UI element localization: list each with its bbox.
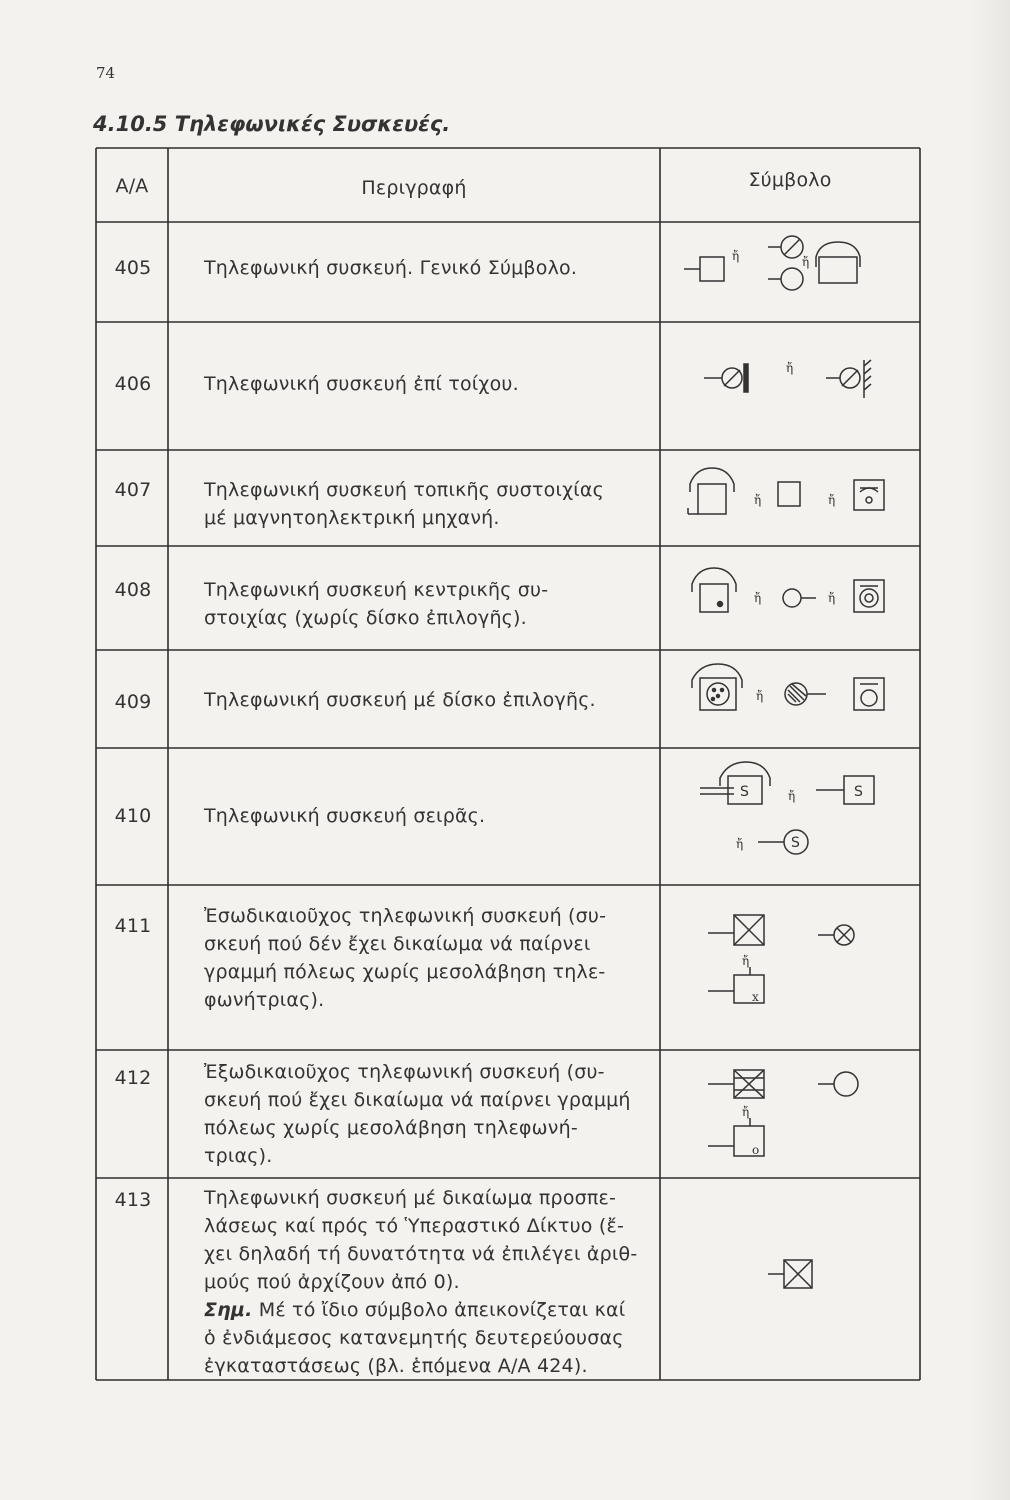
row-number: 413 — [114, 1189, 152, 1211]
svg-text:x: x — [752, 990, 759, 1004]
svg-text:ἤ: ἤ — [742, 1105, 750, 1119]
local-battery-telephone-symbol — [668, 450, 920, 546]
svg-text:S: S — [791, 835, 800, 851]
description-line: Ἐξωδικαιοῦχος τηλεφωνική συσκευή (συ- — [204, 1061, 605, 1083]
svg-text:ἤ: ἤ — [742, 954, 750, 968]
row-description — [204, 1058, 660, 1170]
description-line: λάσεως καί πρός τό Ὑπεραστικό Δίκτυο (ἔ- — [204, 1215, 625, 1237]
svg-text:ἤ: ἤ — [802, 255, 810, 269]
long-distance-telephone-symbol — [668, 1178, 920, 1380]
page-number: 74 — [96, 64, 116, 82]
description-line: ἐγκαταστάσεως (βλ. ἑπόμενα Α/Α 424). — [204, 1355, 588, 1377]
row-description — [204, 802, 660, 830]
row-description — [204, 686, 660, 714]
row-number: 406 — [114, 373, 152, 395]
row-number: 412 — [114, 1067, 152, 1089]
description-note-line — [204, 1296, 660, 1324]
description-line: Τηλεφωνική συσκευή μέ δίσκο ἐπιλογῆς. — [204, 689, 596, 711]
description-line: Ἐσωδικαιοῦχος τηλεφωνική συσκευή (συ- — [204, 905, 607, 927]
page-spine-shadow — [970, 0, 1010, 1500]
series-telephone-symbol — [668, 748, 920, 885]
row-description — [204, 1184, 660, 1380]
row-description — [204, 902, 660, 1014]
row-number: 409 — [114, 691, 152, 713]
symbol-cell-409 — [668, 650, 920, 748]
symbol-cell-407 — [668, 450, 920, 546]
note-label: Σημ. — [204, 1299, 253, 1321]
svg-text:ἤ: ἤ — [786, 361, 794, 375]
symbol-cell-412 — [668, 1050, 920, 1178]
header-num: Α/Α — [115, 175, 149, 197]
or-label: ἤ — [732, 249, 740, 263]
symbol-cell-411 — [668, 885, 920, 1050]
description-line: Τηλεφωνική συσκευή κεντρικῆς συ- — [204, 579, 549, 601]
description-line: Τηλεφωνική συσκευή τοπικῆς συστοιχίας — [204, 479, 604, 501]
svg-text:S: S — [854, 784, 863, 800]
symbol-cell-413 — [668, 1178, 920, 1380]
symbol-cell-405 — [668, 222, 920, 322]
description-line: σκευή πού ἔχει δικαίωμα νά παίρνει γραμμή — [204, 1089, 631, 1111]
svg-text:ἤ: ἤ — [754, 591, 762, 605]
row-description — [204, 370, 660, 398]
description-line: σκευή πού δέν ἔχει δικαίωμα νά παίρνει — [204, 933, 591, 955]
svg-text:ἤ: ἤ — [754, 493, 762, 507]
row-number: 408 — [114, 579, 152, 601]
row-number: 411 — [114, 915, 152, 937]
svg-text:o: o — [752, 1143, 760, 1157]
external-privilege-telephone-symbol — [668, 1050, 920, 1178]
description-line: Τηλεφωνική συσκευή σειρᾶς. — [204, 805, 486, 827]
section-title: 4.10.5 Τηλεφωνικές Συσκευές. — [93, 112, 451, 136]
description-line: φωνήτριας). — [204, 989, 325, 1011]
description-line: μέ μαγνητοηλεκτρική μηχανή. — [204, 507, 500, 529]
svg-text:ἤ: ἤ — [736, 837, 744, 851]
header-description: Περιγραφή — [361, 177, 467, 199]
svg-text:ἤ: ἤ — [756, 689, 764, 703]
description-line: τριας). — [204, 1145, 273, 1167]
internal-privilege-telephone-symbol — [668, 885, 920, 1050]
description-line: πόλεως χωρίς μεσολάβηση τηλεφωνή- — [204, 1117, 578, 1139]
telephone-general-symbol — [668, 222, 920, 322]
row-description — [204, 576, 660, 632]
row-number: 407 — [114, 479, 152, 501]
description-line: ὁ ἐνδιάμεσος κατανεμητής δευτερεύουσας — [204, 1327, 624, 1349]
row-description — [204, 254, 660, 282]
symbol-cell-406 — [668, 322, 920, 450]
header-symbol: Σύμβολο — [748, 169, 832, 191]
symbol-cell-410 — [668, 748, 920, 885]
description-line: γραμμή πόλεως χωρίς μεσολάβηση τηλε- — [204, 961, 606, 983]
description-line: μούς πού ἀρχίζουν ἀπό 0). — [204, 1271, 460, 1293]
central-battery-telephone-symbol — [668, 546, 920, 650]
row-number: 410 — [114, 805, 152, 827]
svg-text:ἤ: ἤ — [828, 591, 836, 605]
wall-telephone-symbol — [668, 322, 920, 450]
svg-text:ἤ: ἤ — [828, 493, 836, 507]
svg-text:S: S — [740, 784, 749, 800]
description-line: Τηλεφωνική συσκευή ἐπί τοίχου. — [204, 373, 519, 395]
description-line: Τηλεφωνική συσκευή. Γενικό Σύμβολο. — [204, 257, 578, 279]
row-description — [204, 476, 660, 532]
dial-telephone-symbol — [668, 650, 920, 748]
description-line: χει δηλαδή τή δυνατότητα νά ἐπιλέγει ἀριθ- — [204, 1243, 638, 1265]
note-text: Μέ τό ἴδιο σύμβολο ἀπεικονίζεται καί — [252, 1299, 626, 1321]
symbol-cell-408 — [668, 546, 920, 650]
description-line: στοιχίας (χωρίς δίσκο ἐπιλογῆς). — [204, 607, 527, 629]
row-number: 405 — [114, 257, 152, 279]
svg-text:ἤ: ἤ — [788, 789, 796, 803]
description-line: Τηλεφωνική συσκευή μέ δικαίωμα προσπε- — [204, 1187, 617, 1209]
